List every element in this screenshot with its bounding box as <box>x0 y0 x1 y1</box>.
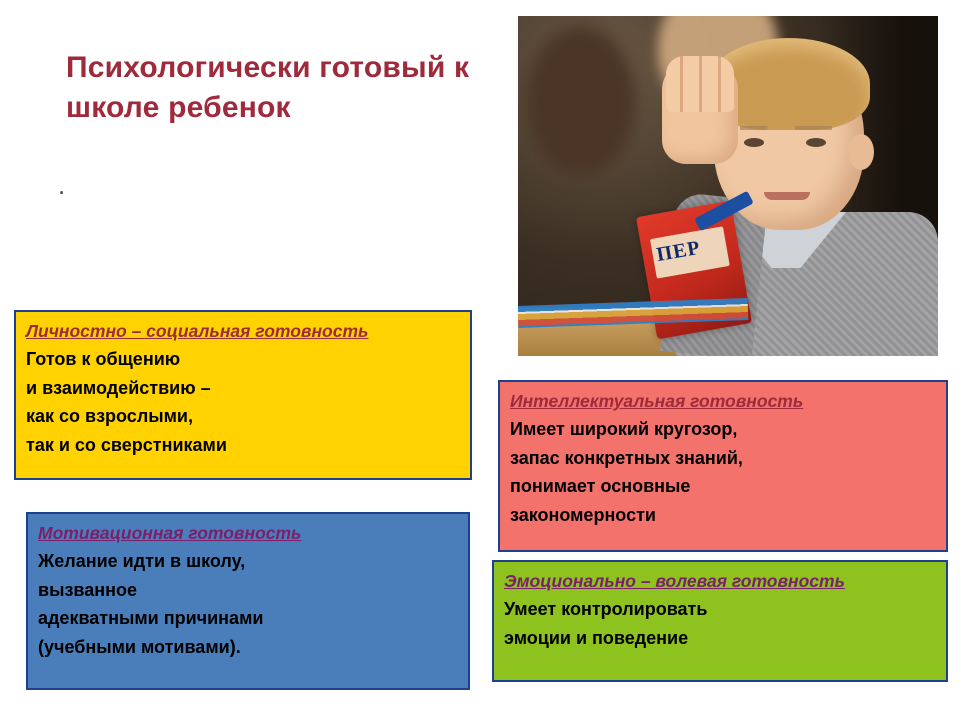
card-intellect-line-3: понимает основные <box>510 476 691 497</box>
card-personal-social-readiness <box>14 310 472 480</box>
card-intellect-heading: Интеллектуальная готовность <box>510 391 804 411</box>
photo-boy-brows <box>740 126 832 130</box>
card-emotional-volitional-readiness <box>492 560 948 682</box>
card-intellectual-readiness <box>498 380 948 552</box>
card-motivational-readiness <box>26 512 470 690</box>
card-intellect-line-2: запас конкретных знаний, <box>510 447 743 468</box>
photo-boy-eye-left <box>744 138 764 147</box>
photo-boy-ear <box>848 134 874 170</box>
card-emotional-line-2: эмоции и поведение <box>504 627 689 648</box>
classroom-photo <box>518 16 938 356</box>
photo-background-child-left <box>526 26 636 176</box>
card-intellect-line-1: Имеет широкий кругозор, <box>510 419 738 440</box>
photo-cereal-box-text: ПЕР <box>654 236 703 267</box>
card-motivation-heading: Мотивационная готовность <box>38 523 302 543</box>
photo-boy-eye-right <box>806 138 826 147</box>
card-emotional-heading: Эмоционально – волевая готовность <box>504 571 845 591</box>
card-personal-line-1: Готов к общению <box>26 349 181 370</box>
title-decorative-dot: . <box>58 170 66 200</box>
card-intellect-line-4: закономерности <box>510 504 656 525</box>
card-motivation-line-1: Желание идти в школу, <box>38 551 246 572</box>
card-emotional-line-1: Умеет контролировать <box>504 599 708 620</box>
photo-boy-mouth <box>764 192 810 200</box>
card-personal-line-2: и взаимодействию – <box>26 377 211 398</box>
photo-boy-fingers <box>666 56 734 112</box>
card-personal-line-3: как со взрослыми, <box>26 406 194 427</box>
page-title: Психологически готовый к школе ребенок <box>66 51 470 124</box>
card-personal-heading: Личностно – социальная готовность <box>26 321 369 341</box>
card-personal-line-4: так и со сверстниками <box>26 434 227 455</box>
card-motivation-line-2: вызванное <box>38 579 137 600</box>
card-motivation-line-3: адекватными причинами <box>38 608 264 629</box>
card-motivation-line-4: (учебными мотивами). <box>38 636 241 657</box>
